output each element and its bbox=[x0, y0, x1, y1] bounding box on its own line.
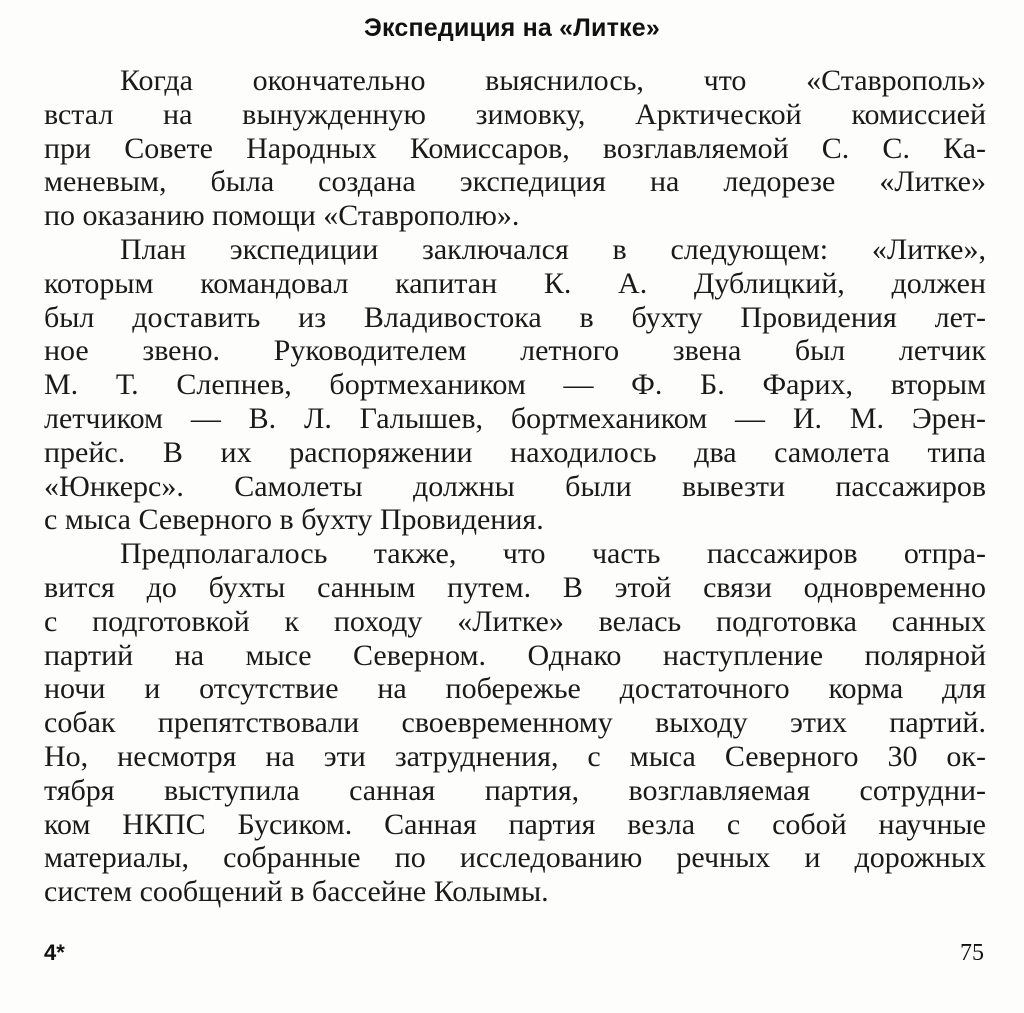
body-text bbox=[44, 64, 986, 909]
text-line: ное звено. Руководителем летного звена был летчик bbox=[44, 334, 986, 368]
text-line: материалы, собранные по исследованию речных и дорожных bbox=[44, 841, 986, 875]
text-line: встал на вынужденную зимовку, Арктической комиссией bbox=[44, 97, 986, 131]
text-line: летчиком — В. Л. Галышев, бортмехаником — И. М. Эрен- bbox=[44, 401, 986, 435]
text-line: был доставить из Владивостока в бухту Провидения лет- bbox=[44, 300, 986, 334]
section-heading: Экспедиция на «Литке» bbox=[364, 14, 660, 42]
text-line: ночи и отсутствие на побережье достаточного корма для bbox=[44, 672, 986, 706]
text-line: План экспедиции заключался в следующем: «Литке», bbox=[120, 232, 986, 266]
paragraph-2 bbox=[44, 233, 986, 537]
paragraph-3 bbox=[44, 537, 986, 909]
text-line: партий на мысе Северном. Однако наступление полярной bbox=[44, 638, 986, 672]
text-line: с подготовкой к походу «Литке» велась подготовка санных bbox=[44, 604, 986, 638]
text-line: которым командовал капитан К. А. Дублицкий, должен bbox=[44, 266, 986, 300]
text-line: меневым, была создана экспедиция на ледорезе «Литке» bbox=[44, 165, 986, 199]
page-number: 75 bbox=[960, 940, 984, 966]
text-line: Предполагалось также, что часть пассажиров отпра- bbox=[120, 537, 986, 571]
text-line: «Юнкерс». Самолеты должны были вывезти пассажиров bbox=[44, 469, 986, 503]
text-line: тября выступила санная партия, возглавляемая сотрудни- bbox=[44, 773, 986, 807]
text-line: прейс. В их распоряжении находилось два самолета типа bbox=[44, 435, 986, 469]
text-line: с мыса Северного в бухту Провидения. bbox=[44, 503, 544, 537]
text-line: Когда окончательно выяснилось, что «Ставрополь» bbox=[120, 64, 986, 97]
text-line: вится до бухты санным путем. В этой связи одновременно bbox=[44, 570, 986, 604]
text-line: ком НКПС Бусиком. Санная партия везла с собой научные bbox=[44, 807, 986, 841]
paragraph-1 bbox=[44, 64, 986, 233]
text-line: при Совете Народных Комиссаров, возглавляемой С. С. Ка- bbox=[44, 131, 986, 165]
text-line: Но, несмотря на эти затруднения, с мыса Северного 30 ок- bbox=[44, 739, 986, 773]
text-line: по оказанию помощи «Ставрополю». bbox=[44, 199, 520, 233]
text-line: собак препятствовали своевременному выходу этих партий. bbox=[44, 706, 986, 740]
text-line: М. Т. Слепнев, бортмехаником — Ф. Б. Фарих, вторым bbox=[44, 368, 986, 402]
signature-mark: 4* bbox=[44, 940, 65, 965]
text-line: систем сообщений в бассейне Колымы. bbox=[44, 875, 549, 909]
